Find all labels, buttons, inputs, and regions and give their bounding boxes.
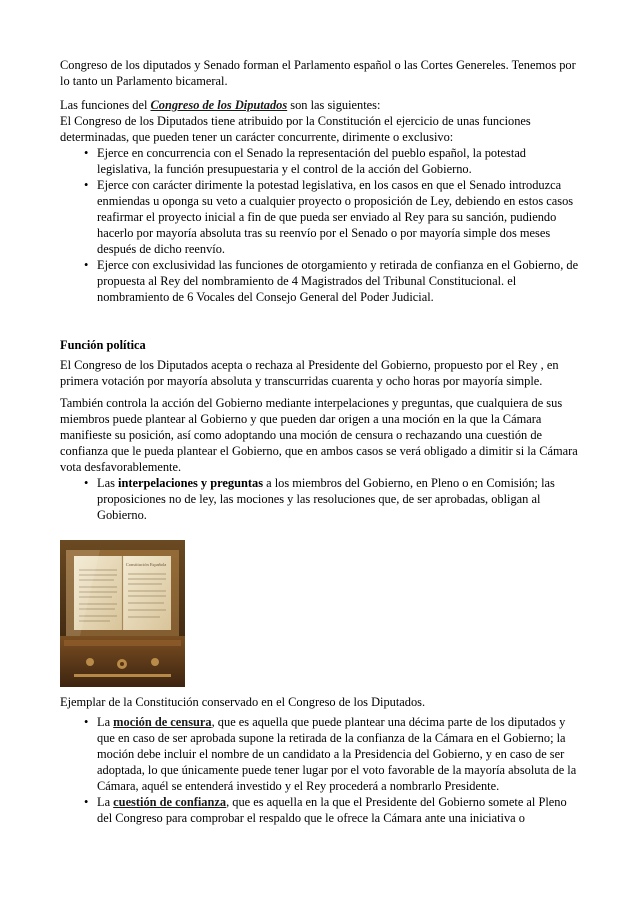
list-item: • La cuestión de confianza, que es aquella en la que el Presidente del Gobierno somete al Pleno del Congreso para comprobar el respaldo que le ofrece la Cámara ante una iniciativa o [97,794,580,826]
list-item: • Ejerce en concurrencia con el Senado la representación del pueblo español, la potestad legislativa, la función presupuestaria y el control de la acción del Gobierno. [97,145,580,177]
functions-description: El Congreso de los Diputados tiene atribuido por la Constitución el ejercicio de unas funciones determinadas, que pueden tener un carácter concurrente, dirimente o exclusivo: [60,114,531,144]
congreso-link[interactable]: Congreso de los Diputados [150,98,288,112]
list-item: • Ejerce con exclusividad las funciones de otorgamiento y retirada de confianza en el Gobierno, de propuesta al Rey del nombramiento de 4 Magistrados del Tribunal Constitucional. el nombramiento de 6 Vocales del Consejo General del Poder Judicial. [97,257,580,305]
control-list [60,475,580,523]
political-paragraph-1: El Congreso de los Diputados acepta o rechaza al Presidente del Gobierno, propuesto por el Rey , en primera votación por mayoría absoluta y transcurridas cuarenta y ocho horas por mayoría simple. [60,358,559,388]
list-item: • La moción de censura, que es aquella que puede plantear una décima parte de los diputados y que en caso de ser aprobada supone la retirada de la confianza de la Cámara en el Gobierno; la moción debe incluir el nombre de un candidato a la Presidencia del Gobierno, y en caso de ser adoptada, lo que únicamente puede tener lugar por el voto favorable de la mayoría absoluta de la Cámara, aquél se entenderá investido y el Rey procederá a nombrarlo Presidente. [97,714,580,794]
book-heading: Constitución Española [125,562,167,567]
mocion-censura-link[interactable]: moción de censura [113,715,212,729]
motions-section [60,714,580,826]
list-item: • Ejerce con carácter dirimente la potestad legislativa, en los casos en que el Senado introduzca enmiendas u oponga su veto a cualquier proyecto o proposición de Ley, debiendo en estos casos reafirmar el proyecto inicial a fin de que pueda ser enviado al Rey para su sanción, pudiendo hacerlo por mayoría absoluta tras su reenvío por el Senado o por mayoría simple dos meses después de dicho reenvío. [97,177,580,257]
functions-list [60,145,580,305]
list-item: • Las interpelaciones y preguntas a los miembros del Gobierno, en Pleno o en Comisión; las proposiciones no de ley, las mociones y las resoluciones que, de ser aprobadas, obligan al Gobierno. [97,475,580,523]
political-heading: Función política [60,338,146,352]
political-paragraph-2: También controla la acción del Gobierno mediante interpelaciones y preguntas, que cualquiera de sus miembros puede plantear al Gobierno y que pueden dar origen a una moción en la que la Cámara manifieste su posición, así como adoptando una moción de censura o rechazando una cuestión de confianza que le pueda plantear el Gobierno, que en ambos casos se verá obligado a dimitir si la Cámara vota desfavorablemente. [60,396,578,474]
functions-intro: Las funciones del Congreso de los Diputados son las siguientes: [60,98,381,112]
photo-caption: Ejemplar de la Constitución conservado en el Congreso de los Diputados. [60,695,426,709]
intro-paragraph: Congreso de los diputados y Senado forman el Parlamento español o las Cortes Genereles. Tenemos por lo tanto un Parlamento bicameral. [60,58,576,88]
document-body [60,57,580,523]
constitution-image [60,540,185,687]
cuestion-confianza-link[interactable]: cuestión de confianza [113,795,227,809]
motions-list [60,714,580,826]
constitution-photo [60,540,185,687]
